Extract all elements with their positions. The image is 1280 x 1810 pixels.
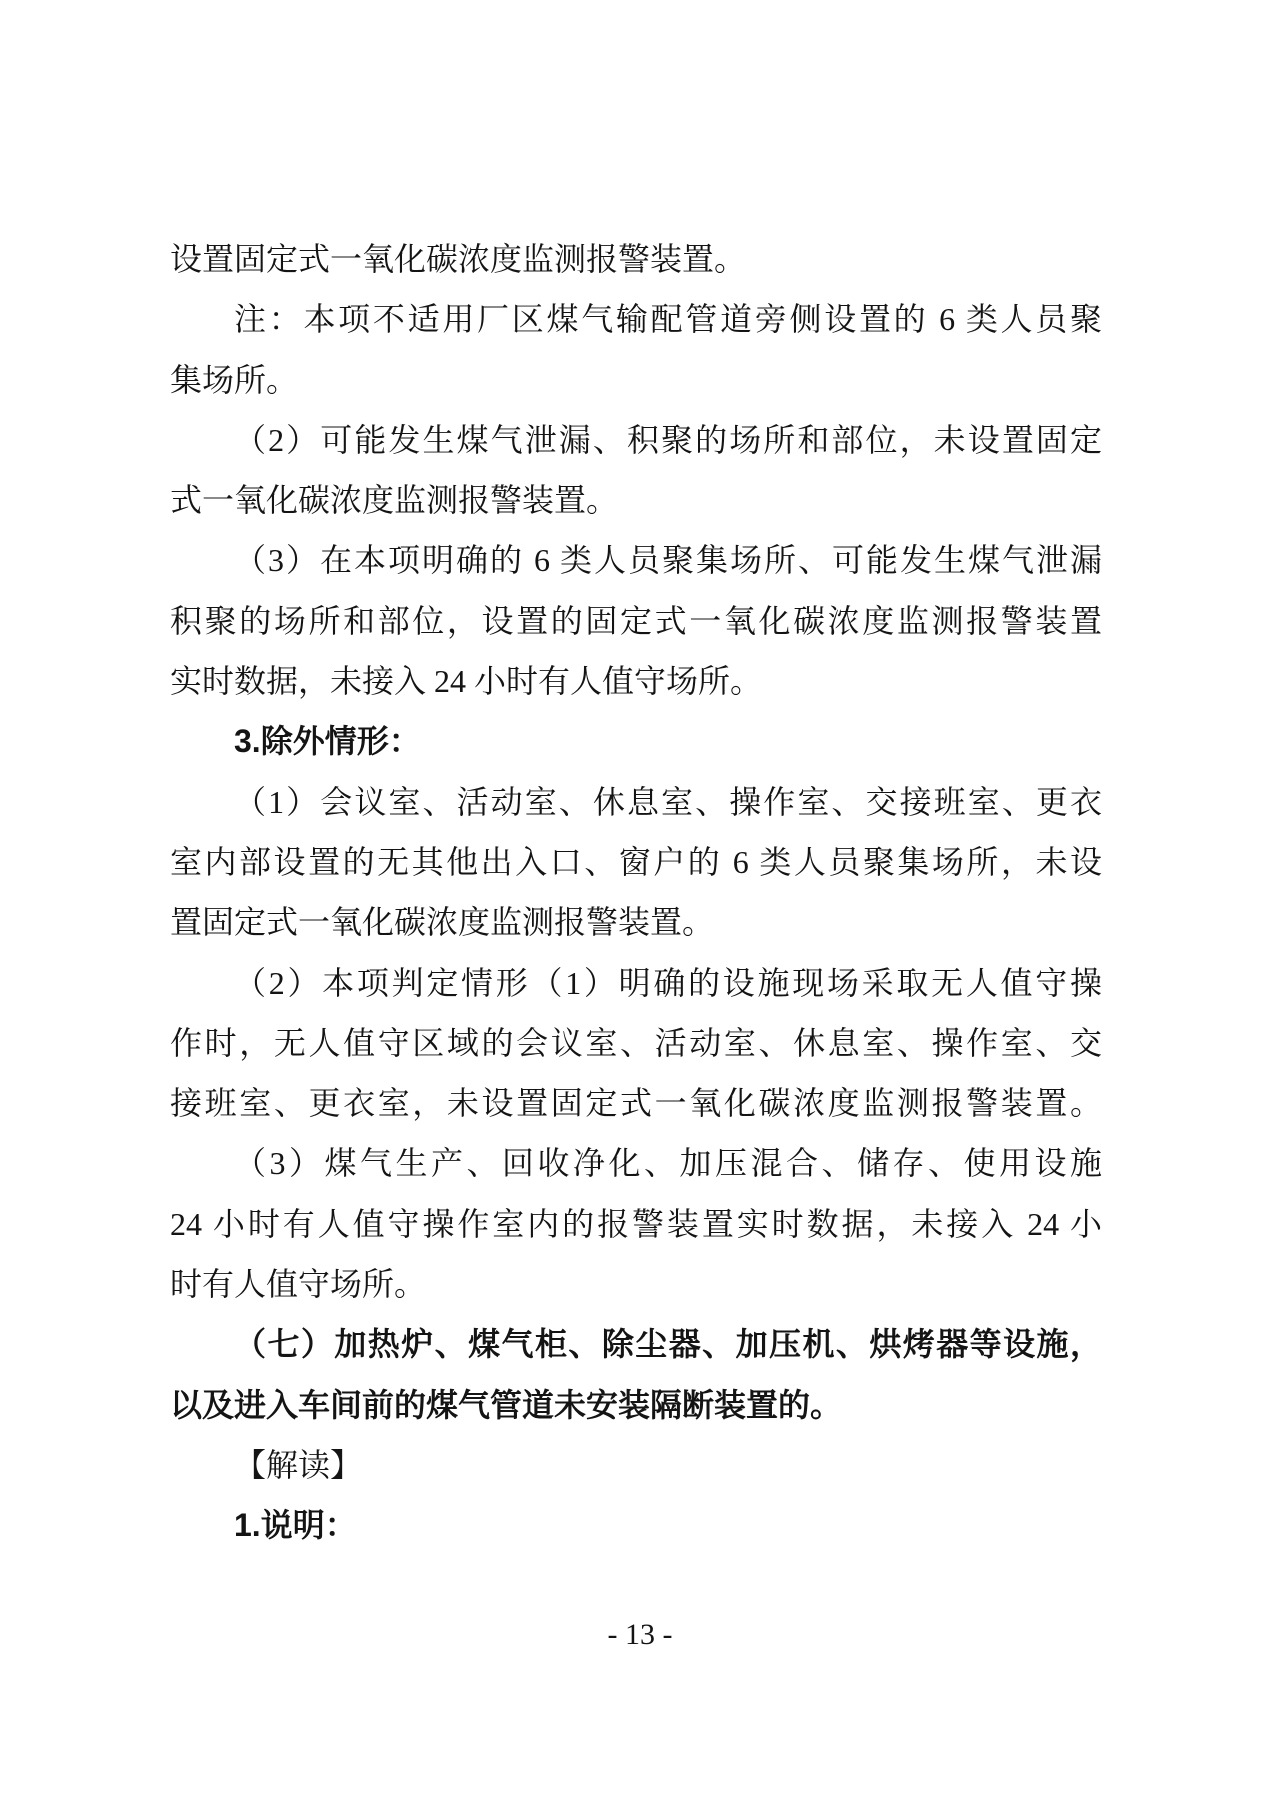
section-heading: 1.说明： <box>234 1507 357 1544</box>
paragraph-line: 注：本项不适用厂区煤气输配管道旁侧设置的 6 类人员聚 <box>234 301 1102 338</box>
document-body <box>170 229 1102 1556</box>
page-number: - 13 - <box>607 1618 673 1651</box>
paragraph-line: （3）煤气生产、回收净化、加压混合、储存、使用设施 <box>234 1145 1102 1182</box>
paragraph-line: 作时，无人值守区域的会议室、活动室、休息室、操作室、交 <box>170 1024 1102 1061</box>
paragraph-line: 实时数据，未接入 24 小时有人值守场所。 <box>170 663 763 700</box>
paragraph-line: 接班室、更衣室，未设置固定式一氧化碳浓度监测报警装置。 <box>170 1085 1102 1122</box>
clause-heading: （七）加热炉、煤气柜、除尘器、加压机、烘烤器等设施， <box>234 1326 1102 1363</box>
section-heading: 3.除外情形： <box>234 723 421 760</box>
clause-heading: 以及进入车间前的煤气管道未安装隔断装置的。 <box>170 1386 843 1423</box>
paragraph-line: 集场所。 <box>170 361 299 398</box>
paragraph-line: 室内部设置的无其他出入口、窗户的 6 类人员聚集场所，未设 <box>170 843 1102 880</box>
paragraph-line: 式一氧化碳浓度监测报警装置。 <box>170 482 619 519</box>
paragraph-line: （3）在本项明确的 6 类人员聚集场所、可能发生煤气泄漏 <box>234 542 1102 579</box>
paragraph-line: 置固定式一氧化碳浓度监测报警装置。 <box>170 904 715 941</box>
paragraph-line: 积聚的场所和部位，设置的固定式一氧化碳浓度监测报警装置 <box>170 602 1102 639</box>
paragraph-line: （2）本项判定情形（1）明确的设施现场采取无人值守操 <box>234 964 1102 1001</box>
paragraph-line: 时有人值守场所。 <box>170 1266 427 1303</box>
paragraph-line: （1）会议室、活动室、休息室、操作室、交接班室、更衣 <box>234 783 1102 820</box>
paragraph-line: （2）可能发生煤气泄漏、积聚的场所和部位，未设置固定 <box>234 421 1102 458</box>
paragraph-line: 24 小时有人值守操作室内的报警装置实时数据，未接入 24 小 <box>170 1205 1102 1242</box>
interpretation-label: 【解读】 <box>234 1446 363 1483</box>
paragraph-line: 设置固定式一氧化碳浓度监测报警装置。 <box>170 241 747 277</box>
